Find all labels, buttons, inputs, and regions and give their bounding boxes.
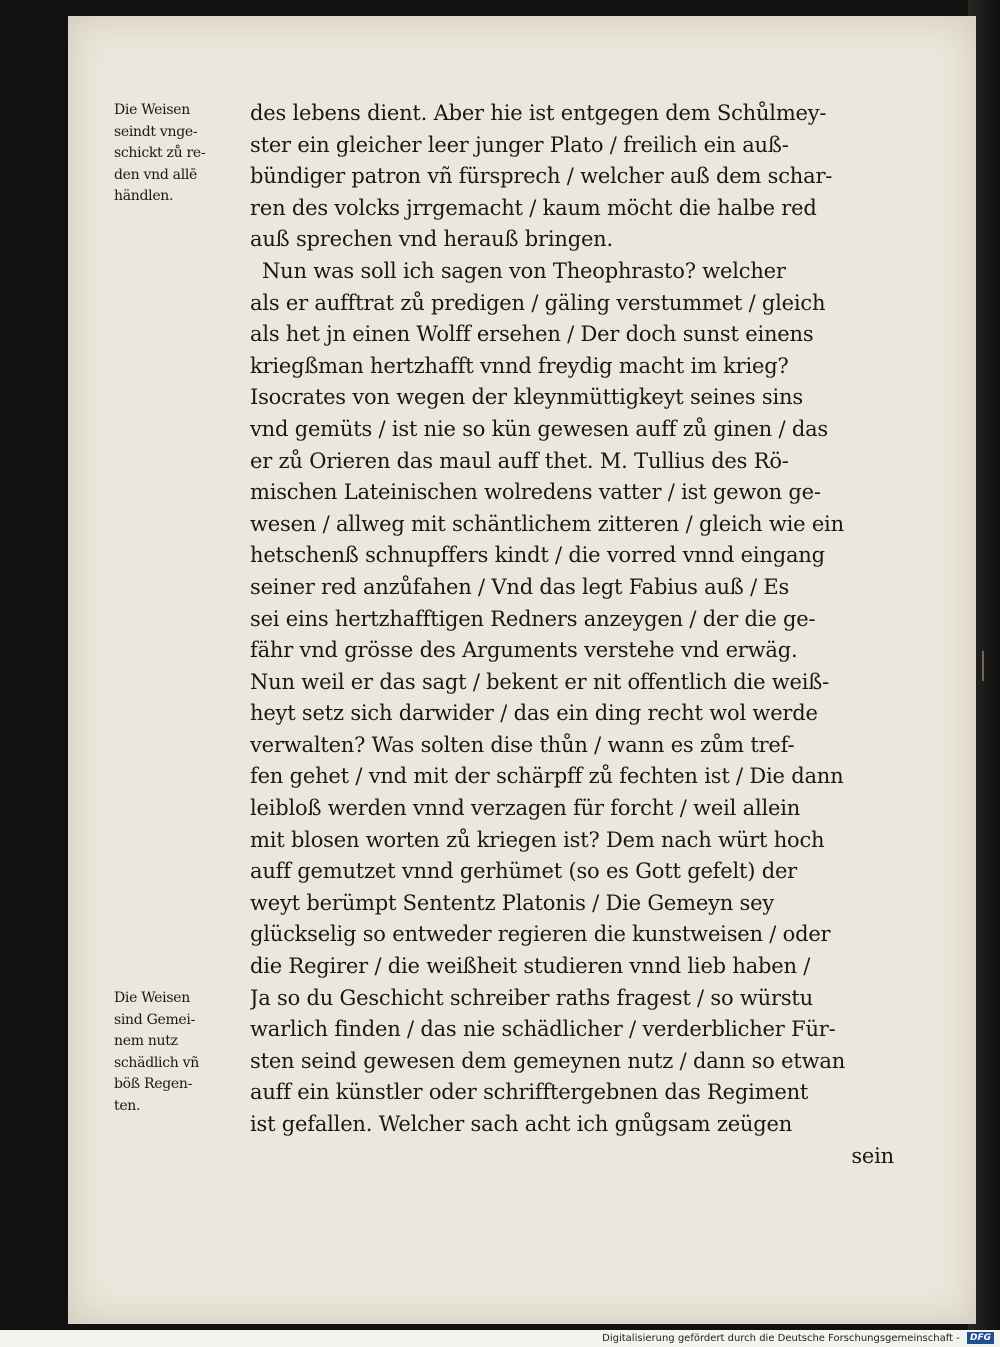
marginal-note-1 xyxy=(114,100,250,208)
text-line: kriegßman hertzhafft vnnd freydig macht im krieg? xyxy=(250,353,789,378)
text-line: fähr vnd grösse des Arguments verstehe vnd erwäg. xyxy=(250,638,798,663)
text-line: heyt setz sich darwider / das ein ding recht wol werde xyxy=(250,701,818,726)
text-line: ist gefallen. Welcher sach acht ich gnůgsam zeügen xyxy=(250,1112,793,1136)
text-line: weyt berümpt Sententz Platonis / Die Gemeyn sey xyxy=(250,890,775,915)
marginal-note-line: seindt vnge- xyxy=(114,123,198,140)
text-line: Ja so du Geschicht schreiber raths fragest / so würstu xyxy=(250,985,813,1010)
text-line: die Regirer / die weißheit studieren vnnd lieb haben / xyxy=(250,954,811,979)
marginal-note-2 xyxy=(114,988,250,1117)
text-line: wesen / allweg mit schäntlichem zitteren / gleich wie ein xyxy=(250,511,844,536)
text-line: ster ein gleicher leer junger Plato / freilich ein auß- xyxy=(250,132,789,157)
text-line: fen gehet / vnd mit der schärpff zů fechten ist / Die dann xyxy=(250,764,844,789)
text-line: als er aufftrat zů predigen / gäling verstummet / gleich xyxy=(250,290,826,315)
funding-notice: Digitalisierung gefördert durch die Deutsche Forschungsgemeinschaft - xyxy=(602,1333,960,1344)
text-line: hetschenß schnupffers kindt / die vorred vnnd eingang xyxy=(250,543,825,568)
marginal-note-line: sind Gemei- xyxy=(114,1011,196,1028)
text-line: leibloß werden vnnd verzagen für forcht / weil allein xyxy=(250,796,801,821)
text-line: mit blosen worten zů kriegen ist? Dem nach würt hoch xyxy=(250,827,825,852)
text-line: sei eins hertzhafftigen Redners anzeygen / der die ge- xyxy=(250,606,816,631)
marginal-note-line: händlen. xyxy=(114,188,174,204)
marginal-note-line: den vnd allē xyxy=(114,166,198,183)
text-line: auß sprechen vnd herauß bringen. xyxy=(250,227,613,252)
text-line: seiner red anzůfahen / Vnd das legt Fabius auß / Es xyxy=(250,574,790,599)
text-line: warlich finden / das nie schädlicher / verderblicher Für- xyxy=(250,1017,836,1042)
text-line: mischen Lateinischen wolredens vatter / ist gewon ge- xyxy=(250,480,821,505)
marginal-note-line: ten. xyxy=(114,1097,141,1114)
text-line: bündiger patron vñ fürsprech / welcher auß dem schar- xyxy=(250,164,833,189)
text-line: Nun was soll ich sagen von Theophrasto? welcher xyxy=(262,258,786,283)
marginal-note-line: nem nutz xyxy=(114,1033,178,1049)
text-line: Isocrates von wegen der kleynmüttigkeyt seines sins xyxy=(250,385,803,410)
marginal-note-line: böß Regen- xyxy=(114,1076,193,1092)
marginal-note-line: schädlich vñ xyxy=(114,1054,199,1071)
marginal-note-line: Die Weisen xyxy=(114,990,190,1006)
marginal-note-line: schickt zů re- xyxy=(114,145,206,161)
text-line: Nun weil er das sagt / bekent er nit offentlich die weiß- xyxy=(250,669,830,694)
text-line: auff ein künstler oder schrifftergebnen das Regiment xyxy=(250,1080,809,1105)
text-line: als het jn einen Wolff ersehen / Der doch sunst einens xyxy=(250,322,814,347)
marginal-note-line: Die Weisen xyxy=(114,102,190,118)
text-line: ren des volcks jrrgemacht / kaum möcht die halbe red xyxy=(250,195,817,220)
text-line: er zů Orieren das maul auff thet. M. Tullius des Rö- xyxy=(250,448,789,473)
catchword: sein xyxy=(851,1143,894,1168)
text-line: des lebens dient. Aber hie ist entgegen dem Schůlmey- xyxy=(250,101,827,125)
text-line: glückselig so entweder regieren die kunstweisen / oder xyxy=(250,922,831,947)
dfg-logo-icon[interactable]: DFG xyxy=(967,1332,994,1344)
text-line: auff gemutzet vnnd gerhümet (so es Gott gefelt) der xyxy=(250,859,798,884)
text-line: verwalten? Was solten dise thůn / wann es zům tref- xyxy=(250,732,795,757)
main-text-block xyxy=(250,98,900,1172)
text-line: vnd gemüts / ist nie so kün gewesen auff zů ginen / das xyxy=(250,416,828,441)
text-line: sten seind gewesen dem gemeynen nutz / dann so etwan xyxy=(250,1048,846,1073)
footer-bar xyxy=(0,1330,1000,1347)
